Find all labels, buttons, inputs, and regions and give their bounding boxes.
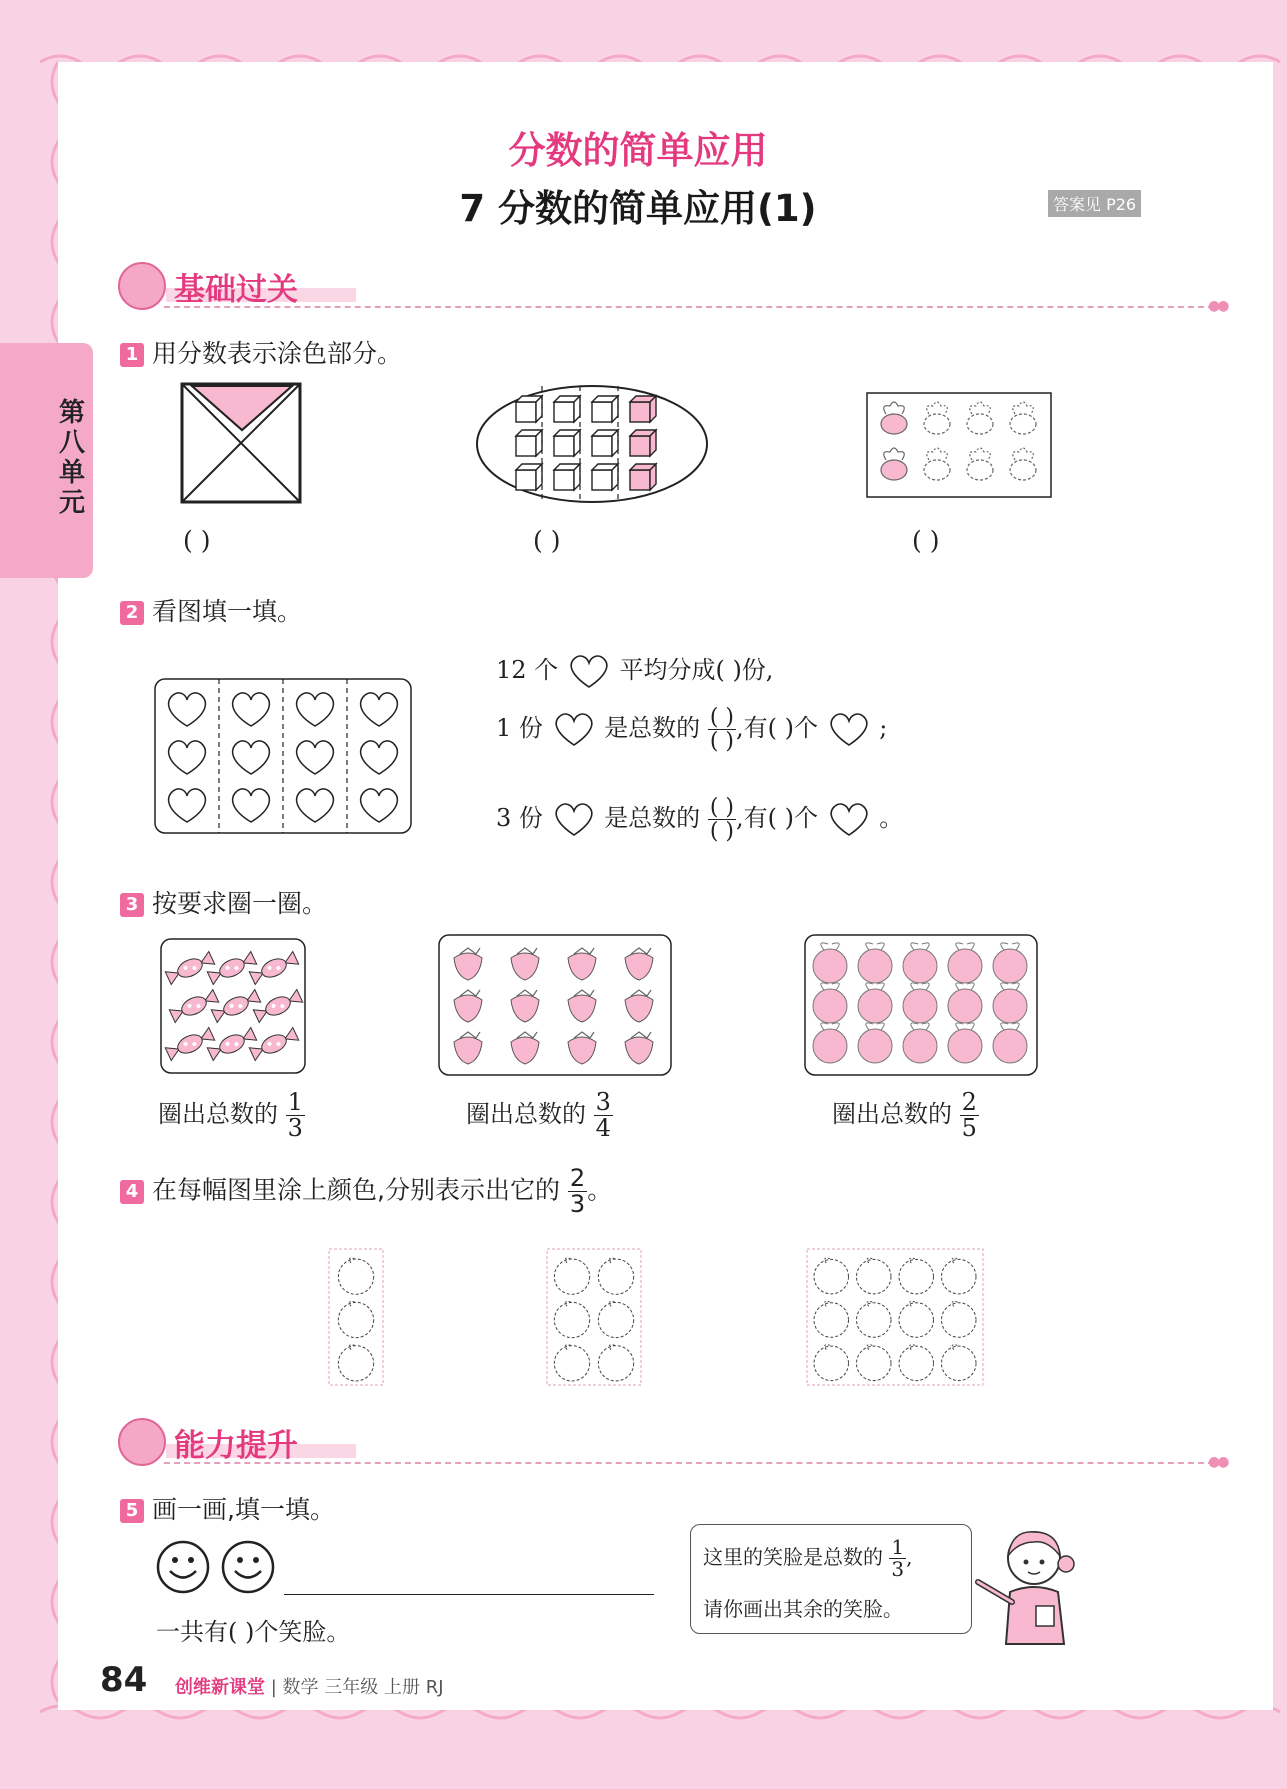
- strawberries-figure: [438, 934, 672, 1076]
- question-number: 1: [120, 343, 144, 367]
- question-prompt: 按要求圈一圈。: [152, 889, 328, 918]
- decor-dots-icon: ●●: [1208, 1454, 1227, 1470]
- q2-line2-end: ;: [879, 714, 888, 743]
- candies-figure: [160, 938, 306, 1074]
- section-title-basic: 基础过关: [174, 272, 298, 308]
- cube-icon: [630, 430, 656, 456]
- question-prompt: 用分数表示涂色部分。: [152, 339, 403, 368]
- cartoon-avatar-icon: [118, 262, 166, 310]
- peach-outline-figure-3[interactable]: [328, 1248, 384, 1386]
- q2-line3: [496, 796, 1136, 860]
- cube-icon: [592, 396, 618, 422]
- q3-item-2: [466, 1090, 613, 1141]
- bubble-comma: ,: [906, 1545, 913, 1569]
- heart-icon: [826, 711, 872, 749]
- cartoon-avatar-icon: [118, 1418, 166, 1466]
- q3-item-1: [158, 1090, 305, 1141]
- fraction: [594, 1090, 613, 1141]
- question-end: 。: [587, 1175, 613, 1205]
- q2-line2: [496, 706, 1136, 770]
- hearts-grid-figure: [154, 678, 414, 836]
- fraction-denominator: 4: [595, 1114, 611, 1143]
- smiley-face-icon: [158, 1542, 208, 1592]
- fraction-blank[interactable]: [708, 706, 736, 753]
- fraction-numerator: 1: [891, 1535, 905, 1559]
- bubble-text: 这里的笑脸是总数的: [703, 1545, 883, 1569]
- q3-item-text: 圈出总数的: [158, 1100, 278, 1129]
- q2-line3-end: 。: [879, 804, 904, 833]
- peaches-figure: [804, 934, 1038, 1076]
- cubes-oval-figure: [474, 382, 710, 506]
- page-number: 84: [100, 1660, 148, 1700]
- heart-icon: [551, 801, 597, 839]
- smiley-faces-figure: [156, 1540, 280, 1596]
- drawing-answer-line[interactable]: [284, 1594, 654, 1595]
- fraction: [286, 1090, 305, 1141]
- fraction-denominator: 5: [961, 1114, 977, 1143]
- heart-icon: [551, 711, 597, 749]
- q2-line3-count-blank[interactable]: ,有( )个: [736, 804, 818, 833]
- fraction-denominator: 3: [891, 1557, 905, 1581]
- divider: [164, 306, 1214, 308]
- fraction-denominator: 3: [287, 1114, 303, 1143]
- girl-teacher-illustration: [972, 1526, 1092, 1648]
- answer-blank-1a[interactable]: ( ): [183, 526, 211, 555]
- cube-icon: [516, 430, 542, 456]
- answer-blank-1c[interactable]: ( ): [912, 526, 940, 555]
- question-number: 4: [120, 1180, 144, 1204]
- smiley-face-icon: [223, 1542, 273, 1592]
- q2-line2-count: 1 份: [496, 714, 543, 743]
- q2-line1-text: 平均分成( )份,: [619, 656, 774, 684]
- cube-icon: [554, 396, 580, 422]
- fraction-numerator: 2: [569, 1164, 586, 1192]
- q3-item-3: [832, 1090, 979, 1141]
- answer-reference-badge: 答案见 P26: [1048, 190, 1141, 217]
- q3-item-text: 圈出总数的: [466, 1100, 586, 1129]
- peach-outline-figure-6[interactable]: [546, 1248, 642, 1386]
- fraction: [568, 1166, 587, 1217]
- fraction-denominator-blank[interactable]: ( ): [709, 729, 734, 755]
- q2-line3-count: 3 份: [496, 804, 543, 833]
- footer-separator: |: [270, 1677, 277, 1698]
- fraction-numerator: 1: [287, 1088, 303, 1116]
- question-4: [120, 1166, 612, 1217]
- cube-icon: [554, 430, 580, 456]
- bubble-line-2: 请你画出其余的笑脸。: [703, 1597, 903, 1621]
- fraction-denominator: 3: [569, 1190, 586, 1219]
- q2-line1-count: 12 个: [496, 656, 559, 684]
- question-prompt: 看图填一填。: [152, 597, 303, 626]
- speech-bubble: [690, 1524, 972, 1634]
- bubble-line-1: [703, 1537, 912, 1580]
- decor-dots-icon: ●●: [1208, 298, 1227, 314]
- cube-icon: [592, 430, 618, 456]
- question-prompt: 画一画,填一填。: [152, 1495, 335, 1524]
- q2-line3-text: 是总数的: [604, 804, 701, 833]
- lesson-title: 7 分数的简单应用(1): [459, 187, 817, 230]
- fraction-numerator-blank[interactable]: ( ): [709, 705, 734, 730]
- cube-icon: [592, 464, 618, 490]
- heart-icon: [566, 653, 612, 691]
- fraction-numerator: 2: [961, 1088, 977, 1116]
- q2-line1: [496, 650, 1136, 690]
- peach-outline-figure-12[interactable]: [806, 1248, 984, 1386]
- fraction-denominator-blank[interactable]: ( ): [709, 819, 734, 845]
- section-header-advanced: [118, 1418, 1228, 1468]
- cube-icon: [516, 464, 542, 490]
- square-diagonals-figure: [180, 382, 304, 506]
- question-3: [120, 884, 327, 920]
- cube-icon: [630, 396, 656, 422]
- footer-brand: 创维新课堂: [175, 1677, 265, 1698]
- answer-blank-1b[interactable]: ( ): [533, 526, 561, 555]
- q3-item-text: 圈出总数的: [832, 1100, 952, 1129]
- question-2: [120, 592, 302, 628]
- question-number: 5: [120, 1499, 144, 1523]
- question-number: 2: [120, 601, 144, 625]
- fraction: [889, 1537, 906, 1580]
- footer-info: [175, 1673, 444, 1699]
- cube-icon: [630, 464, 656, 490]
- question-5: [120, 1490, 335, 1526]
- section-title-advanced: 能力提升: [174, 1428, 298, 1464]
- question-1: [120, 334, 402, 370]
- fraction-numerator-blank[interactable]: ( ): [709, 795, 734, 820]
- fraction-numerator: 3: [595, 1088, 611, 1116]
- footer-details: 数学 三年级 上册 RJ: [282, 1677, 444, 1698]
- fraction-blank[interactable]: [708, 796, 736, 843]
- q2-line2-text: 是总数的: [604, 714, 701, 743]
- q5-total-blank[interactable]: 一共有( )个笑脸。: [156, 1618, 351, 1646]
- question-prompt: 在每幅图里涂上颜色,分别表示出它的: [152, 1175, 560, 1205]
- cube-icon: [554, 464, 580, 490]
- cube-icon: [516, 396, 542, 422]
- fraction: [960, 1090, 979, 1141]
- section-header-basic: [118, 262, 1228, 312]
- q2-line2-count-blank[interactable]: ,有( )个: [736, 714, 818, 743]
- heart-icon: [826, 801, 872, 839]
- question-number: 3: [120, 893, 144, 917]
- main-title: 分数的简单应用: [508, 129, 768, 172]
- unit-side-tab-label: 第八单元: [58, 398, 85, 518]
- radishes-figure: [866, 392, 1052, 500]
- divider: [164, 1462, 1214, 1464]
